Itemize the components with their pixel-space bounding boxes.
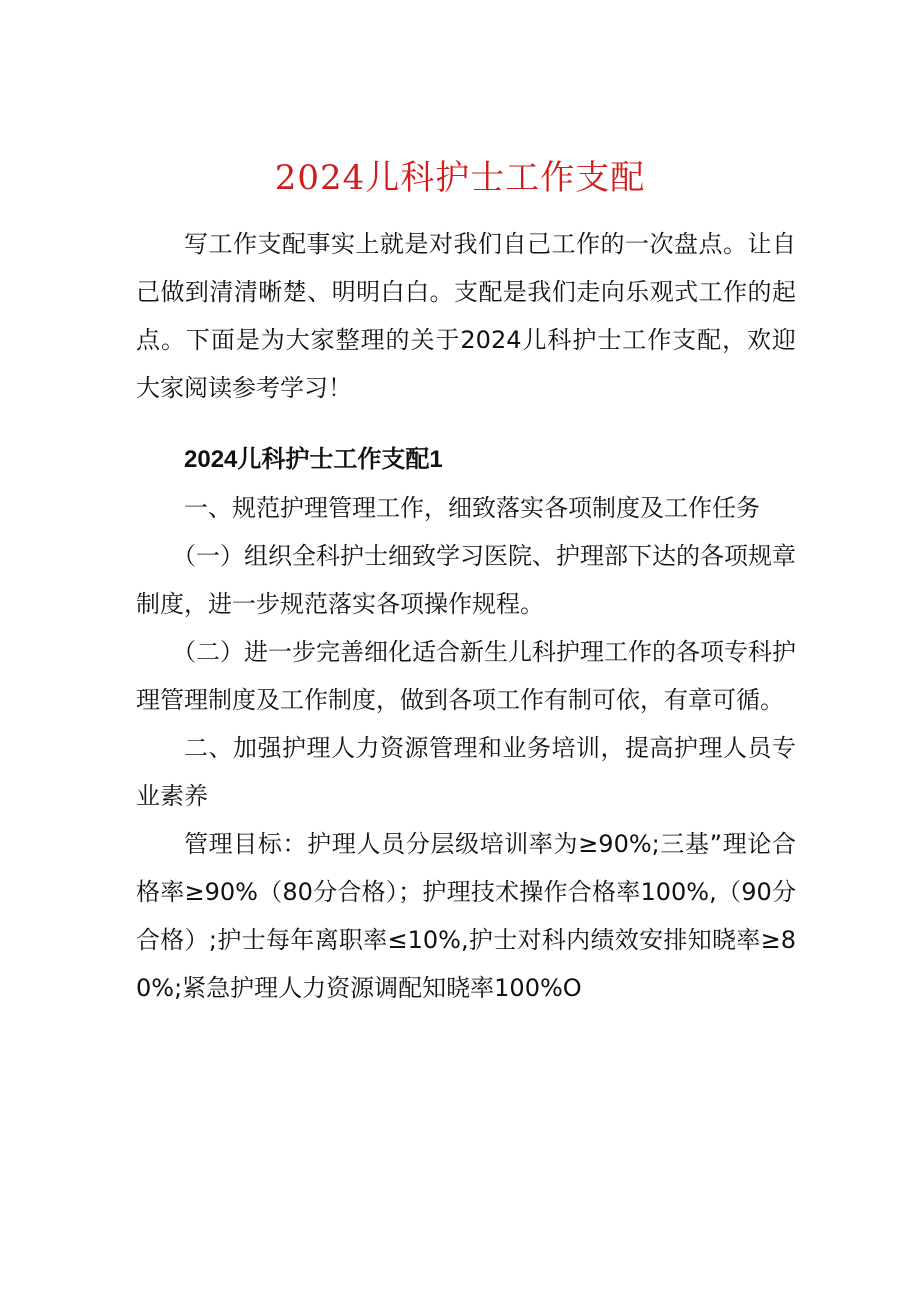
item-heading-1: 一、规范护理管理工作，细致落实各项制度及工作任务	[184, 494, 760, 522]
item-heading-2: 二、加强护理人力资源管理和业务培训，提高护理人员专业素养	[136, 734, 796, 810]
section-heading: 2024儿科护士工作支配1	[184, 446, 443, 473]
item-sub-2: （二）进一步完善细化适合新生儿科护理工作的各项专科护理管理制度及工作制度，做到各项工作有制可依，有章可循。	[136, 638, 796, 714]
management-goals-paragraph: 管理目标：护理人员分层级培训率为≥90%;三基”理论合格率≥90%（80分合格）；护理技术操作合格率100%,（90分合格）;护士每年离职率≤10%,护士对科内绩效安排知晓率≥80%;紧急护理人力资源调配知晓率100%O	[136, 830, 796, 1002]
document-body	[136, 220, 796, 1012]
item-sub-1: （一）组织全科护士细致学习医院、护理部下达的各项规章制度，进一步规范落实各项操作规程。	[136, 542, 796, 618]
intro-paragraph: 写工作支配事实上就是对我们自己工作的一次盘点。让自己做到清清晰楚、明明白白。支配是我们走向乐观式工作的起点。下面是为大家整理的关于2024儿科护士工作支配，欢迎大家阅读参考学习！	[136, 230, 796, 402]
document-title: 2024儿科护士工作支配	[274, 158, 646, 198]
